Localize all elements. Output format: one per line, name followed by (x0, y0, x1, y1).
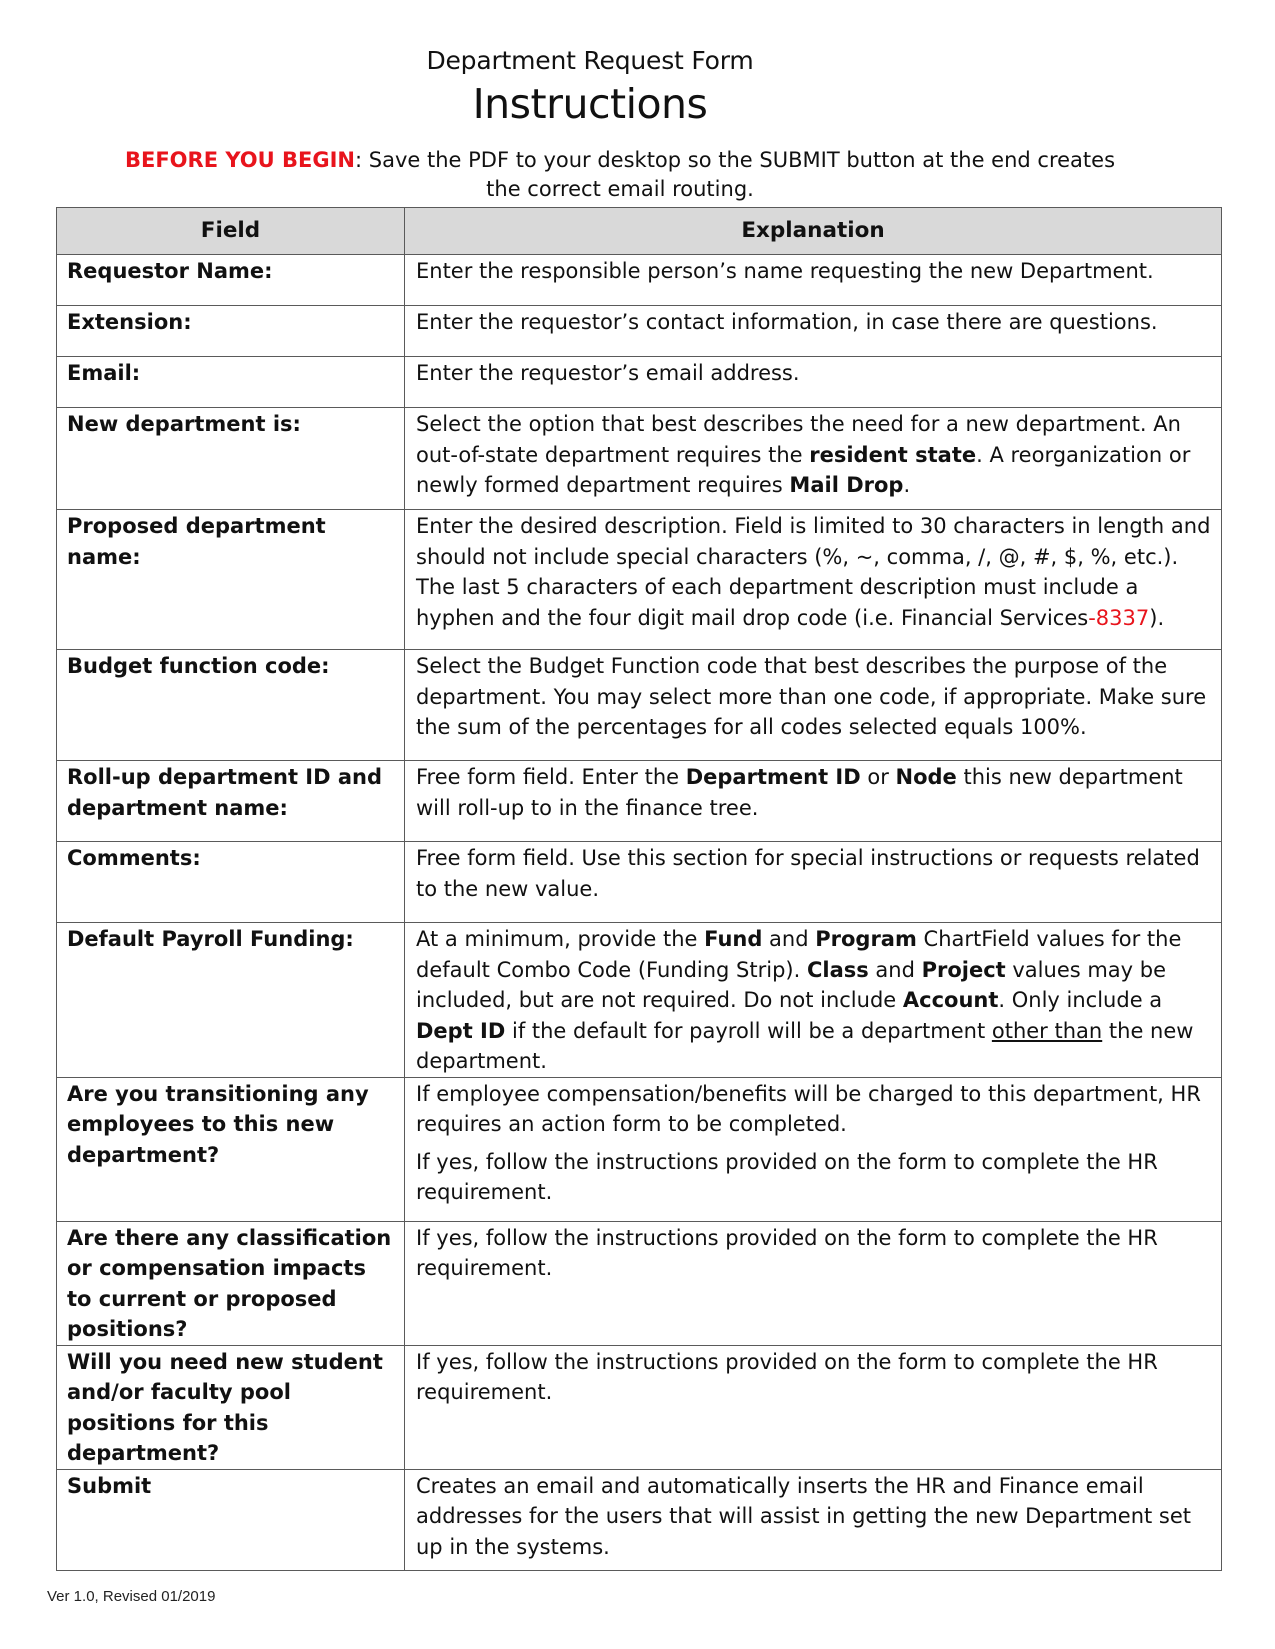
field-explanation: Free form field. Enter the Department ID or Node this new department will roll-up to in the finance tree. (405, 761, 1222, 842)
table-row (57, 1221, 1222, 1345)
field-label: Are there any classification or compensation impacts to current or proposed positions? (57, 1221, 405, 1345)
table-row (57, 842, 1222, 923)
field-explanation: Enter the requestor’s email address. (405, 357, 1222, 408)
field-explanation: Enter the requestor’s contact information, in case there are questions. (405, 306, 1222, 357)
column-header-explanation: Explanation (405, 208, 1222, 255)
page-heading: Instructions (472, 80, 708, 128)
form-title: Department Request Form (426, 46, 754, 75)
field-label: Default Payroll Funding: (57, 923, 405, 1078)
field-explanation: If yes, follow the instructions provided on the form to complete the HR requirement. (405, 1221, 1222, 1345)
table-row (57, 1077, 1222, 1221)
field-explanation: If employee compensation/benefits will be charged to this department, HR requires an action form to be completed. If yes, follow the instructions provided on the form to complete the HR requirement. (405, 1077, 1222, 1221)
field-label: Extension: (57, 306, 405, 357)
field-label: Comments: (57, 842, 405, 923)
field-label: Requestor Name: (57, 255, 405, 306)
table-row (57, 255, 1222, 306)
table-row (57, 510, 1222, 650)
field-label: Proposed department name: (57, 510, 405, 650)
version-footer: Ver 1.0, Revised 01/2019 (47, 1588, 216, 1605)
field-explanation: Enter the desired description. Field is limited to 30 characters in length and should not include special characters (%, ~, comma, /, @, #, $, %, etc.). The last 5 characters of each department description must include a hyphen and the four digit mail drop code (i.e. Financial Services-8337). (405, 510, 1222, 650)
notice-text: : Save the PDF to your desktop so the SUBMIT button at the end creates the correct email routing. (355, 148, 1116, 201)
field-label: New department is: (57, 408, 405, 510)
field-explanation: Enter the responsible person’s name requesting the new Department. (405, 255, 1222, 306)
notice-label: BEFORE YOU BEGIN (124, 148, 355, 172)
instructions-table (56, 207, 1222, 1571)
table-row (57, 1469, 1222, 1570)
table-row (57, 923, 1222, 1078)
table-row (57, 1345, 1222, 1469)
field-label: Email: (57, 357, 405, 408)
table-row (57, 306, 1222, 357)
field-label: Roll-up department ID and department name: (57, 761, 405, 842)
field-explanation: Select the Budget Function code that best describes the purpose of the department. You may select more than one code, if appropriate. Make sure the sum of the percentages for all codes selected equals 100%. (405, 650, 1222, 761)
field-explanation: If yes, follow the instructions provided on the form to complete the HR requirement. (405, 1345, 1222, 1469)
field-explanation: Free form field. Use this section for special instructions or requests related to the new value. (405, 842, 1222, 923)
field-explanation: Select the option that best describes the need for a new department. An out-of-state department requires the resident state. A reorganization or newly formed department requires Mail Drop. (405, 408, 1222, 510)
before-you-begin-notice (120, 146, 1120, 204)
field-explanation: Creates an email and automatically inserts the HR and Finance email addresses for the users that will assist in getting the new Department set up in the systems. (405, 1469, 1222, 1570)
column-header-field: Field (57, 208, 405, 255)
table-row (57, 761, 1222, 842)
field-label: Submit (57, 1469, 405, 1570)
field-label: Are you transitioning any employees to this new department? (57, 1077, 405, 1221)
table-row (57, 408, 1222, 510)
mail-drop-code: -8337 (1088, 605, 1150, 630)
table-row (57, 357, 1222, 408)
table-row (57, 650, 1222, 761)
field-label: Budget function code: (57, 650, 405, 761)
table-header-row (57, 208, 1222, 255)
field-explanation: At a minimum, provide the Fund and Program ChartField values for the default Combo Code (Funding Strip). Class and Project values may be included, but are not required. Do not include Account. Only include a Dept ID if the default for payroll will be a department other than the new department. (405, 923, 1222, 1078)
field-label: Will you need new student and/or faculty pool positions for this department? (57, 1345, 405, 1469)
